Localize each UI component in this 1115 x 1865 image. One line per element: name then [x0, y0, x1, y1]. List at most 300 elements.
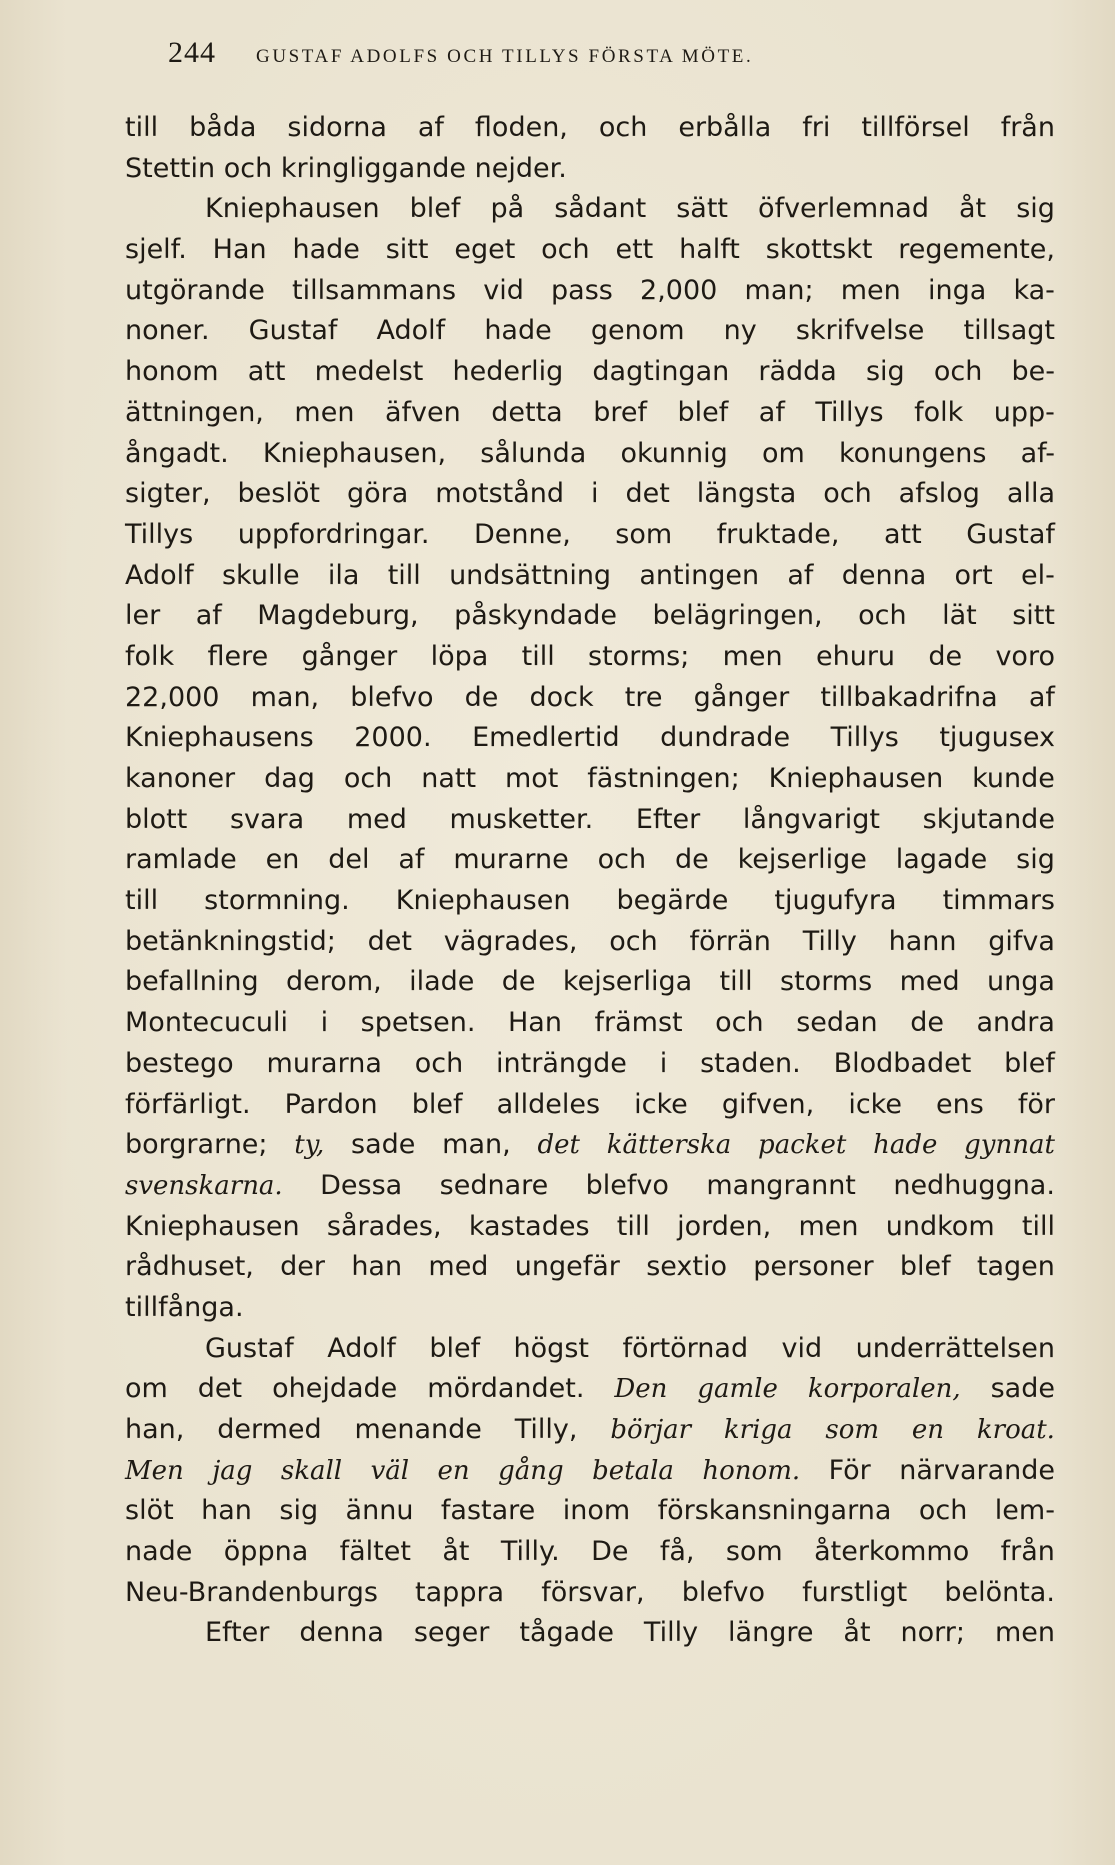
word: gifven, [721, 1088, 815, 1120]
word: halft [679, 234, 740, 266]
word: timmars [942, 885, 1055, 917]
word: med [428, 1251, 489, 1283]
word: sig [865, 356, 905, 388]
word: en [437, 1455, 470, 1486]
word: Adolf [376, 315, 446, 347]
word: belägringen, [652, 600, 823, 632]
word: betänkningstid; [125, 925, 336, 957]
text-line [125, 352, 1055, 393]
word: längre [728, 1617, 814, 1649]
word: af [787, 559, 814, 591]
word: sålunda [480, 437, 587, 469]
word: slöt [125, 1495, 174, 1527]
text-line [125, 800, 1055, 841]
word: nedhuggna. [893, 1169, 1055, 1201]
text-line [125, 1085, 1055, 1126]
word: till [616, 1210, 650, 1242]
word: lem- [994, 1495, 1055, 1527]
word: som [825, 1415, 880, 1445]
text-line [125, 1247, 1055, 1288]
word: furstligt [802, 1576, 908, 1608]
word: de [464, 681, 499, 713]
word: Gustaf [205, 1332, 294, 1364]
word: och [609, 925, 658, 957]
word: Tillys [125, 518, 194, 550]
text-line [125, 962, 1055, 1003]
word: 22,000 [125, 681, 220, 713]
word: spetsen. [360, 1007, 476, 1039]
word: äfven [384, 396, 461, 428]
text-line [125, 230, 1055, 271]
word: Montecuculi [125, 1007, 289, 1039]
word: De [591, 1536, 629, 1568]
word: men [722, 640, 783, 672]
word: skottskt [765, 234, 873, 266]
text-line [125, 1166, 1055, 1207]
word: okunnig [620, 437, 728, 469]
word: kejserliga [562, 966, 693, 998]
word: till [125, 112, 159, 143]
word: förskansningarna [657, 1495, 892, 1527]
word: vid [483, 274, 524, 306]
word: tillsagt [963, 315, 1055, 347]
word: högst [513, 1332, 589, 1364]
word: tjugusex [939, 722, 1055, 754]
text-line [125, 881, 1055, 922]
word: be- [1011, 356, 1055, 388]
word: gamle [697, 1374, 778, 1405]
word: hade [292, 234, 360, 266]
word: ungefär [514, 1251, 620, 1283]
word: gynnat [964, 1130, 1055, 1161]
text-line [125, 1451, 1055, 1492]
text-line [125, 678, 1055, 719]
word: en [911, 1415, 945, 1445]
word: belönta. [944, 1576, 1055, 1608]
word: denna [841, 559, 927, 591]
word: underrättelsen [855, 1332, 1055, 1364]
word: gånger [301, 640, 398, 672]
word: folk [914, 396, 964, 428]
word: han, [125, 1414, 185, 1445]
word: de [501, 966, 536, 998]
word: inga [927, 274, 987, 306]
word: sitt [1012, 600, 1055, 632]
word: andra [976, 1007, 1055, 1039]
word: Dessa [320, 1169, 403, 1201]
word: hade [873, 1130, 938, 1161]
word: ty, [294, 1130, 325, 1161]
word: norr; [900, 1617, 965, 1649]
word: tågade [519, 1617, 614, 1649]
word: i [320, 1007, 329, 1039]
word: blef [429, 1332, 481, 1364]
text-line [125, 922, 1055, 963]
word: försvar, [541, 1576, 645, 1608]
word: mot [504, 763, 559, 794]
word: ännu [345, 1495, 414, 1527]
word: Kniephausen, [262, 437, 447, 469]
word: af [195, 600, 222, 632]
word: kastades [468, 1210, 590, 1242]
word: alla [1006, 478, 1055, 510]
word: sjelf. [125, 234, 187, 266]
word: sig [1016, 844, 1055, 876]
word: påskyndade [454, 600, 618, 632]
word: till [521, 640, 555, 672]
word: och [541, 234, 590, 266]
word: honom [125, 356, 219, 388]
word: förfärligt. [125, 1088, 251, 1120]
word: murarna [266, 1047, 382, 1079]
word: musketter. [449, 803, 594, 835]
word: ehuru [815, 640, 896, 672]
text-line [125, 474, 1055, 515]
word: och [223, 152, 273, 184]
word: tillförsel [861, 112, 970, 143]
word: börjar [610, 1415, 692, 1445]
text-line [125, 515, 1055, 556]
text-line [125, 596, 1055, 637]
text-line [125, 718, 1055, 759]
word: till [125, 885, 159, 917]
word: antingen [639, 559, 760, 591]
word: fri [802, 112, 831, 143]
word: om [761, 437, 805, 469]
word: det [367, 925, 412, 957]
word: stormning. [204, 885, 350, 917]
body-text [125, 108, 1055, 1654]
word: mangrannt [706, 1169, 856, 1201]
word: inträngde [496, 1047, 627, 1079]
word: tagen [976, 1251, 1055, 1283]
word: 2000. [354, 722, 432, 754]
word: natt [421, 763, 477, 794]
word: utgörande [125, 274, 265, 306]
word: ort [954, 559, 993, 591]
word: ka- [1013, 274, 1055, 306]
word: unga [987, 966, 1055, 998]
word: sig [1016, 193, 1055, 225]
word: med [346, 803, 407, 835]
word: han [201, 1495, 252, 1527]
text-line [125, 556, 1055, 597]
word: öfverlemnad [758, 193, 929, 225]
word: upp- [993, 396, 1055, 428]
word: 2,000 [640, 274, 718, 306]
word: undsättning [449, 559, 612, 591]
word: staden. [700, 1047, 801, 1079]
word: Pardon [284, 1088, 378, 1120]
word: konungens [838, 437, 987, 469]
word: närvarande [899, 1454, 1055, 1486]
word: dermed [217, 1414, 322, 1445]
word: betala [592, 1455, 674, 1486]
word: åt [843, 1617, 871, 1649]
word: storms; [588, 640, 690, 672]
word: inom [562, 1495, 631, 1527]
word: Adolf [125, 559, 194, 591]
word: från [1000, 112, 1055, 143]
word: Han [212, 234, 267, 266]
word: göra [346, 478, 409, 510]
word: Denne, [473, 518, 571, 550]
word: Kniephausen [205, 193, 380, 225]
word: Magdeburg, [257, 600, 419, 632]
text-line [125, 1125, 1055, 1166]
word: dag [264, 763, 315, 794]
word: vägrades, [443, 925, 578, 957]
word: sådant [554, 193, 647, 225]
word: honom. [702, 1455, 801, 1486]
word: Gustaf [248, 315, 338, 347]
word: beslöt [237, 478, 320, 510]
word: om [125, 1373, 168, 1405]
text-line [125, 149, 1055, 190]
word: nade [125, 1536, 193, 1568]
text-line [125, 1491, 1055, 1532]
word: mördandet. [427, 1373, 585, 1405]
word: sextio [646, 1251, 727, 1283]
word: till [387, 559, 421, 591]
word: öppna [223, 1536, 309, 1568]
word: denna [299, 1617, 384, 1649]
word: Kniephausen [125, 1210, 300, 1242]
word: ny [723, 315, 757, 347]
word: med [899, 966, 960, 998]
word: floden, [474, 112, 568, 143]
word: men [798, 1210, 859, 1242]
text-line [125, 108, 1055, 149]
word: ramlade [125, 844, 237, 876]
word: till [1021, 1210, 1055, 1242]
text-line [125, 840, 1055, 881]
text-line [125, 393, 1055, 434]
word: Gustaf [966, 518, 1055, 550]
word: men [294, 396, 355, 428]
word: alldeles [496, 1088, 601, 1120]
word: man, [250, 681, 320, 713]
word: vid [781, 1332, 823, 1364]
word: sidorna [287, 112, 387, 143]
word: de [928, 640, 963, 672]
word: el- [1021, 559, 1055, 591]
page-header [168, 36, 968, 82]
word: fältet [339, 1536, 411, 1568]
word: derom, [286, 966, 382, 998]
word: jorden, [677, 1210, 772, 1242]
word: i [591, 478, 599, 510]
page-number: 244 [168, 36, 216, 69]
word: dock [529, 681, 594, 713]
word: och [597, 844, 647, 876]
word: pass [551, 274, 613, 306]
word: och [414, 1047, 464, 1079]
word: icke [848, 1088, 902, 1120]
word: tillbakadrifna [820, 681, 998, 713]
word: af [1028, 681, 1055, 713]
word: bestego [125, 1047, 234, 1079]
text-line [125, 637, 1055, 678]
word: folk [125, 640, 175, 672]
word: blef [677, 396, 729, 428]
word: tre [624, 681, 663, 713]
word: ett [615, 234, 654, 266]
word: genom [590, 315, 685, 347]
word: blef [409, 193, 461, 225]
word: väl [370, 1455, 410, 1486]
word: motstånd [435, 478, 565, 510]
text-line [125, 1044, 1055, 1085]
word: båda [189, 112, 257, 143]
word: Tilly. [500, 1536, 560, 1568]
text-line [125, 1573, 1055, 1614]
word: Kniephausens [125, 722, 314, 754]
word: sade [990, 1373, 1055, 1405]
word: blott [125, 803, 188, 835]
word: och [918, 1495, 968, 1527]
word: skulle [221, 559, 300, 591]
word: blef [899, 1251, 951, 1283]
word: Men [125, 1455, 184, 1486]
word: fruktade, [716, 518, 840, 550]
word: men [840, 274, 901, 306]
word: dundrade [660, 722, 791, 754]
word: och [598, 112, 648, 143]
word: packet [758, 1130, 847, 1161]
word: af [417, 112, 444, 143]
word: kunde [972, 763, 1055, 794]
word: hederlig [452, 356, 564, 388]
word: detta [491, 396, 563, 428]
word: af- [1020, 437, 1055, 469]
text-line [125, 1410, 1055, 1451]
word: sedan [796, 1007, 878, 1039]
word: blef [411, 1088, 463, 1120]
word: afslog [898, 478, 980, 510]
word: Kniephausen [768, 763, 944, 794]
word: på [490, 193, 525, 225]
word: och [715, 1007, 764, 1039]
word: tjugufyra [774, 885, 897, 917]
word: rädda [758, 356, 837, 388]
word: till [719, 966, 753, 998]
word: det [537, 1130, 580, 1161]
word: längsta [696, 478, 797, 510]
word: murarne [453, 844, 569, 876]
word: ilade [409, 966, 475, 998]
word: gånger [693, 681, 790, 713]
text-line [125, 1288, 1055, 1329]
word: voro [995, 640, 1055, 672]
word: att [883, 518, 922, 550]
word: tappra [415, 1576, 505, 1608]
word: bref [593, 396, 647, 428]
word: ens [936, 1088, 984, 1120]
word: nejder. [474, 152, 567, 184]
word: medelst [314, 356, 424, 388]
word: eget [454, 234, 516, 266]
word: och [823, 478, 872, 510]
word: kanoner [125, 763, 236, 794]
word: svenskarna. [125, 1170, 283, 1201]
word: fastare [440, 1495, 536, 1527]
word: en [265, 844, 300, 876]
word: tillsammans [292, 274, 457, 306]
word: noner. [125, 315, 210, 347]
text-line [125, 189, 1055, 230]
word: löpa [430, 640, 489, 672]
word: seger [413, 1617, 490, 1649]
word: svara [229, 803, 305, 835]
word: förrän [689, 925, 771, 957]
text-line [125, 1003, 1055, 1044]
word: skjutande [922, 803, 1055, 835]
text-line [125, 1329, 1055, 1370]
word: jag [212, 1455, 253, 1486]
word: han [351, 1251, 403, 1283]
word: hade [484, 315, 552, 347]
text-line [125, 271, 1055, 312]
word: de [910, 1007, 944, 1039]
word: främst [594, 1007, 683, 1039]
word: Kniephausen [395, 885, 571, 917]
word: icke [634, 1088, 688, 1120]
word: som [725, 1536, 783, 1568]
word: ler [125, 600, 161, 632]
word: gifva [988, 925, 1055, 957]
word: befallning [125, 966, 259, 998]
word: undkom [885, 1210, 995, 1242]
word: förtörnad [622, 1332, 749, 1364]
word: man, [442, 1129, 511, 1161]
word: del [328, 844, 370, 876]
word: sårades, [326, 1210, 442, 1242]
word: dagtingan [592, 356, 730, 388]
word: sätt [676, 193, 729, 225]
word: Tilly, [514, 1414, 578, 1445]
word: långvarigt [742, 803, 881, 835]
word: kätterska [606, 1130, 732, 1161]
word: skall [280, 1455, 343, 1486]
word: få, [659, 1536, 695, 1568]
word: för [1017, 1088, 1055, 1120]
word: blef [1004, 1047, 1055, 1079]
word: gång [498, 1455, 564, 1486]
word: sigter, [125, 478, 211, 510]
word: blefvo [681, 1576, 765, 1608]
word: man; [744, 274, 814, 306]
word: Tilly [802, 925, 857, 957]
text-line [125, 759, 1055, 800]
word: af [758, 396, 785, 428]
word: kroat. [976, 1415, 1055, 1445]
word: ohejdade [272, 1373, 398, 1405]
word: Tillys [815, 396, 884, 428]
word: tillfånga. [125, 1291, 244, 1323]
word: sitt [385, 234, 429, 266]
word: Efter [205, 1617, 270, 1649]
word: Efter [635, 803, 701, 835]
text-line [125, 1532, 1055, 1573]
word: hann [888, 925, 957, 957]
word: erbålla [678, 112, 772, 143]
word: ila [327, 559, 360, 591]
word: regemente, [898, 234, 1055, 266]
word: Den [614, 1374, 668, 1405]
word: återkommo [814, 1536, 970, 1568]
word: af [398, 844, 425, 876]
